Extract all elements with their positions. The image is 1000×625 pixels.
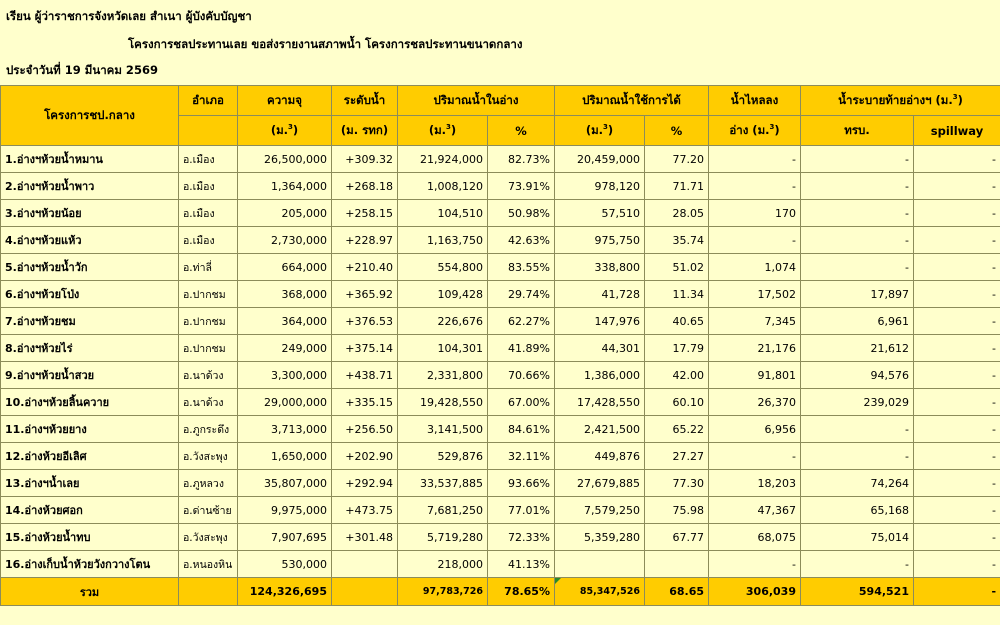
total-district	[179, 578, 238, 606]
table-row	[1, 416, 1000, 443]
row-usable: 44,301	[555, 335, 645, 362]
row-level: +365.92	[332, 281, 398, 308]
row-release-spillway: -	[914, 254, 1000, 281]
row-release-spillway: -	[914, 443, 1000, 470]
row-usable-pct	[645, 551, 709, 578]
row-storage-pct: 42.63%	[488, 227, 555, 254]
row-level: +258.15	[332, 200, 398, 227]
row-release-irrigation: 94,576	[801, 362, 914, 389]
row-level: +335.15	[332, 389, 398, 416]
row-usable-pct: 71.71	[645, 173, 709, 200]
row-storage-pct: 32.11%	[488, 443, 555, 470]
table-row	[1, 335, 1000, 362]
row-storage: 21,924,000	[398, 146, 488, 173]
row-capacity: 26,500,000	[238, 146, 332, 173]
total-usable: 85,347,526	[555, 578, 645, 606]
col-release: น้ำระบายท้ายอ่างฯ (ม.$^3$)	[801, 86, 1000, 116]
row-release-spillway: -	[914, 200, 1000, 227]
row-usable-pct: 77.30	[645, 470, 709, 497]
total-inflow: 306,039	[709, 578, 801, 606]
row-project-name: 3.อ่างฯห้วยน้อย	[1, 200, 179, 227]
row-storage-pct: 41.89%	[488, 335, 555, 362]
table-body	[1, 146, 1000, 578]
row-inflow: 6,956	[709, 416, 801, 443]
row-capacity: 7,907,695	[238, 524, 332, 551]
row-usable-pct: 28.05	[645, 200, 709, 227]
row-release-irrigation: 65,168	[801, 497, 914, 524]
col-capacity-unit: (ม.$^3$)	[238, 116, 332, 146]
row-storage-pct: 73.91%	[488, 173, 555, 200]
row-release-spillway: -	[914, 362, 1000, 389]
row-district: อ.เมือง	[179, 146, 238, 173]
row-storage: 109,428	[398, 281, 488, 308]
row-level: +376.53	[332, 308, 398, 335]
row-district: อ.เมือง	[179, 227, 238, 254]
table-row	[1, 389, 1000, 416]
row-level: +210.40	[332, 254, 398, 281]
row-release-irrigation: -	[801, 173, 914, 200]
col-usable-unit: (ม.$^3$)	[555, 116, 645, 146]
total-storage: 97,783,726	[398, 578, 488, 606]
row-project-name: 16.อ่างเก็บน้ำห้วยวังกวางโตน	[1, 551, 179, 578]
row-usable: 1,386,000	[555, 362, 645, 389]
total-release-spillway: -	[914, 578, 1000, 606]
row-level: +301.48	[332, 524, 398, 551]
row-level: +473.75	[332, 497, 398, 524]
row-usable-pct: 27.27	[645, 443, 709, 470]
row-usable: 20,459,000	[555, 146, 645, 173]
row-usable-pct: 42.00	[645, 362, 709, 389]
row-project-name: 7.อ่างฯห้วยชม	[1, 308, 179, 335]
row-usable: 41,728	[555, 281, 645, 308]
row-storage: 2,331,800	[398, 362, 488, 389]
row-storage-pct: 50.98%	[488, 200, 555, 227]
row-storage: 33,537,885	[398, 470, 488, 497]
row-usable: 978,120	[555, 173, 645, 200]
row-district: อ.วังสะพุง	[179, 443, 238, 470]
table-row	[1, 497, 1000, 524]
row-release-spillway: -	[914, 389, 1000, 416]
row-usable: 5,359,280	[555, 524, 645, 551]
row-district: อ.ปากชม	[179, 281, 238, 308]
row-inflow: 7,345	[709, 308, 801, 335]
row-inflow: 68,075	[709, 524, 801, 551]
row-usable-pct: 77.20	[645, 146, 709, 173]
col-inflow: น้ำไหลลง	[709, 86, 801, 116]
total-label: รวม	[1, 578, 179, 606]
row-storage: 554,800	[398, 254, 488, 281]
row-district: อ.นาด้วง	[179, 389, 238, 416]
total-storage-pct: 78.65%	[488, 578, 555, 606]
col-storage-pct: %	[488, 116, 555, 146]
row-project-name: 8.อ่างฯห้วยไร่	[1, 335, 179, 362]
row-release-spillway: -	[914, 146, 1000, 173]
col-district-sub	[179, 116, 238, 146]
row-level: +202.90	[332, 443, 398, 470]
col-project: โครงการชป.กลาง	[1, 86, 179, 146]
total-release-irrigation: 594,521	[801, 578, 914, 606]
table-row	[1, 173, 1000, 200]
row-inflow: 1,074	[709, 254, 801, 281]
table-row	[1, 362, 1000, 389]
row-level: +309.32	[332, 146, 398, 173]
total-row	[1, 578, 1000, 606]
row-release-irrigation: -	[801, 416, 914, 443]
row-storage: 104,301	[398, 335, 488, 362]
row-capacity: 364,000	[238, 308, 332, 335]
row-storage-pct: 72.33%	[488, 524, 555, 551]
row-release-spillway: -	[914, 551, 1000, 578]
row-district: อ.ภูกระดึง	[179, 416, 238, 443]
row-usable-pct: 51.02	[645, 254, 709, 281]
row-inflow: 17,502	[709, 281, 801, 308]
row-inflow: -	[709, 551, 801, 578]
row-usable-pct: 65.22	[645, 416, 709, 443]
table-row	[1, 308, 1000, 335]
row-district: อ.ปากชม	[179, 308, 238, 335]
row-storage-pct: 41.13%	[488, 551, 555, 578]
table-row	[1, 551, 1000, 578]
row-release-irrigation: 6,961	[801, 308, 914, 335]
row-capacity: 29,000,000	[238, 389, 332, 416]
row-storage-pct: 77.01%	[488, 497, 555, 524]
col-district: อำเภอ	[179, 86, 238, 116]
row-project-name: 4.อ่างฯห้วยแห้ว	[1, 227, 179, 254]
table-row	[1, 200, 1000, 227]
row-usable: 57,510	[555, 200, 645, 227]
row-storage-pct: 84.61%	[488, 416, 555, 443]
col-inflow-unit: อ่าง (ม.$^3$)	[709, 116, 801, 146]
row-district: อ.ปากชม	[179, 335, 238, 362]
col-usable-pct: %	[645, 116, 709, 146]
row-storage-pct: 93.66%	[488, 470, 555, 497]
row-usable: 449,876	[555, 443, 645, 470]
row-storage-pct: 29.74%	[488, 281, 555, 308]
row-storage-pct: 83.55%	[488, 254, 555, 281]
row-district: อ.ภูหลวง	[179, 470, 238, 497]
row-project-name: 11.อ่างฯห้วยยาง	[1, 416, 179, 443]
row-usable-pct: 40.65	[645, 308, 709, 335]
row-capacity: 664,000	[238, 254, 332, 281]
row-district: อ.วังสะพุง	[179, 524, 238, 551]
table-row	[1, 443, 1000, 470]
row-district: อ.เมือง	[179, 173, 238, 200]
table-row	[1, 227, 1000, 254]
report-title: โครงการชลประทานเลย ขอส่งรายงานสภาพน้ำ โครงการชลประทานขนาดกลาง	[128, 37, 523, 51]
row-capacity: 530,000	[238, 551, 332, 578]
row-level	[332, 551, 398, 578]
row-inflow: 47,367	[709, 497, 801, 524]
total-level	[332, 578, 398, 606]
row-project-name: 13.อ่างฯน้ำเลย	[1, 470, 179, 497]
row-inflow: 18,203	[709, 470, 801, 497]
row-district: อ.ด่านซ้าย	[179, 497, 238, 524]
row-storage-pct: 70.66%	[488, 362, 555, 389]
row-capacity: 1,364,000	[238, 173, 332, 200]
row-release-irrigation: -	[801, 200, 914, 227]
row-level: +375.14	[332, 335, 398, 362]
row-capacity: 2,730,000	[238, 227, 332, 254]
row-usable: 17,428,550	[555, 389, 645, 416]
row-usable-pct: 75.98	[645, 497, 709, 524]
row-district: อ.หนองหิน	[179, 551, 238, 578]
row-inflow: 26,370	[709, 389, 801, 416]
row-usable: 2,421,500	[555, 416, 645, 443]
row-release-irrigation: -	[801, 254, 914, 281]
row-release-spillway: -	[914, 308, 1000, 335]
row-storage: 19,428,550	[398, 389, 488, 416]
table-row	[1, 281, 1000, 308]
row-project-name: 5.อ่างฯห้วยน้ำวัก	[1, 254, 179, 281]
letter-recipient: เรียน ผู้ว่าราชการจังหวัดเลย สำเนา ผู้บังคับบัญชา	[6, 9, 252, 23]
row-storage: 3,141,500	[398, 416, 488, 443]
row-inflow: -	[709, 227, 801, 254]
row-release-spillway: -	[914, 281, 1000, 308]
row-inflow: 170	[709, 200, 801, 227]
row-release-irrigation: 21,612	[801, 335, 914, 362]
row-district: อ.เมือง	[179, 200, 238, 227]
row-usable-pct: 17.79	[645, 335, 709, 362]
row-usable-pct: 35.74	[645, 227, 709, 254]
report-date: ประจำวันที่ 19 มีนาคม 2569	[6, 63, 158, 77]
row-storage: 218,000	[398, 551, 488, 578]
table-header	[1, 86, 1000, 146]
col-capacity: ความจุ	[238, 86, 332, 116]
row-inflow: 91,801	[709, 362, 801, 389]
row-project-name: 9.อ่างฯห้วยน้ำสวย	[1, 362, 179, 389]
row-usable-pct: 60.10	[645, 389, 709, 416]
col-storage: ปริมาณน้ำในอ่าง	[398, 86, 555, 116]
row-level: +256.50	[332, 416, 398, 443]
col-level-unit: (ม. รทก)	[332, 116, 398, 146]
row-usable: 147,976	[555, 308, 645, 335]
row-release-spillway: -	[914, 470, 1000, 497]
col-storage-unit: (ม.$^3$)	[398, 116, 488, 146]
table-row	[1, 524, 1000, 551]
row-level: +438.71	[332, 362, 398, 389]
water-report-table	[0, 85, 1000, 606]
row-capacity: 368,000	[238, 281, 332, 308]
row-project-name: 6.อ่างฯห้วยโป่ง	[1, 281, 179, 308]
row-inflow: -	[709, 173, 801, 200]
row-level: +292.94	[332, 470, 398, 497]
row-release-irrigation: 74,264	[801, 470, 914, 497]
row-release-irrigation: -	[801, 146, 914, 173]
row-release-irrigation: 239,029	[801, 389, 914, 416]
row-inflow: 21,176	[709, 335, 801, 362]
row-capacity: 1,650,000	[238, 443, 332, 470]
row-district: อ.นาด้วง	[179, 362, 238, 389]
row-usable-pct: 11.34	[645, 281, 709, 308]
row-storage: 529,876	[398, 443, 488, 470]
row-project-name: 10.อ่างฯห้วยลิ้นควาย	[1, 389, 179, 416]
row-storage-pct: 82.73%	[488, 146, 555, 173]
row-storage: 1,163,750	[398, 227, 488, 254]
table-total	[1, 578, 1000, 606]
row-release-irrigation: -	[801, 227, 914, 254]
total-usable-pct: 68.65	[645, 578, 709, 606]
col-release-spillway: spillway	[914, 116, 1000, 146]
row-release-spillway: -	[914, 416, 1000, 443]
row-inflow: -	[709, 443, 801, 470]
total-capacity: 124,326,695	[238, 578, 332, 606]
row-usable-pct: 67.77	[645, 524, 709, 551]
table-row	[1, 470, 1000, 497]
table-row	[1, 254, 1000, 281]
row-storage-pct: 67.00%	[488, 389, 555, 416]
row-project-name: 2.อ่างฯห้วยน้ำพาว	[1, 173, 179, 200]
row-inflow: -	[709, 146, 801, 173]
row-project-name: 15.อ่างห้วยน้ำทบ	[1, 524, 179, 551]
row-release-irrigation: -	[801, 551, 914, 578]
row-release-spillway: -	[914, 497, 1000, 524]
row-capacity: 205,000	[238, 200, 332, 227]
col-release-irrigation: ทรบ.	[801, 116, 914, 146]
row-release-spillway: -	[914, 173, 1000, 200]
row-capacity: 9,975,000	[238, 497, 332, 524]
row-release-spillway: -	[914, 524, 1000, 551]
row-level: +228.97	[332, 227, 398, 254]
table-row	[1, 146, 1000, 173]
row-project-name: 14.อ่างห้วยศอก	[1, 497, 179, 524]
row-storage: 1,008,120	[398, 173, 488, 200]
col-level: ระดับน้ำ	[332, 86, 398, 116]
col-usable: ปริมาณน้ำใช้การได้	[555, 86, 709, 116]
row-project-name: 1.อ่างฯห้วยน้ำหมาน	[1, 146, 179, 173]
row-usable: 338,800	[555, 254, 645, 281]
row-capacity: 3,300,000	[238, 362, 332, 389]
row-usable: 7,579,250	[555, 497, 645, 524]
row-storage-pct: 62.27%	[488, 308, 555, 335]
row-district: อ.ท่าลี่	[179, 254, 238, 281]
row-release-spillway: -	[914, 227, 1000, 254]
row-usable	[555, 551, 645, 578]
row-release-irrigation: 17,897	[801, 281, 914, 308]
row-storage: 7,681,250	[398, 497, 488, 524]
row-release-irrigation: 75,014	[801, 524, 914, 551]
row-release-irrigation: -	[801, 443, 914, 470]
row-storage: 226,676	[398, 308, 488, 335]
row-capacity: 3,713,000	[238, 416, 332, 443]
row-usable: 27,679,885	[555, 470, 645, 497]
row-usable: 975,750	[555, 227, 645, 254]
row-storage: 5,719,280	[398, 524, 488, 551]
row-capacity: 35,807,000	[238, 470, 332, 497]
row-storage: 104,510	[398, 200, 488, 227]
row-project-name: 12.อ่างห้วยอีเลิศ	[1, 443, 179, 470]
row-level: +268.18	[332, 173, 398, 200]
row-capacity: 249,000	[238, 335, 332, 362]
row-release-spillway: -	[914, 335, 1000, 362]
